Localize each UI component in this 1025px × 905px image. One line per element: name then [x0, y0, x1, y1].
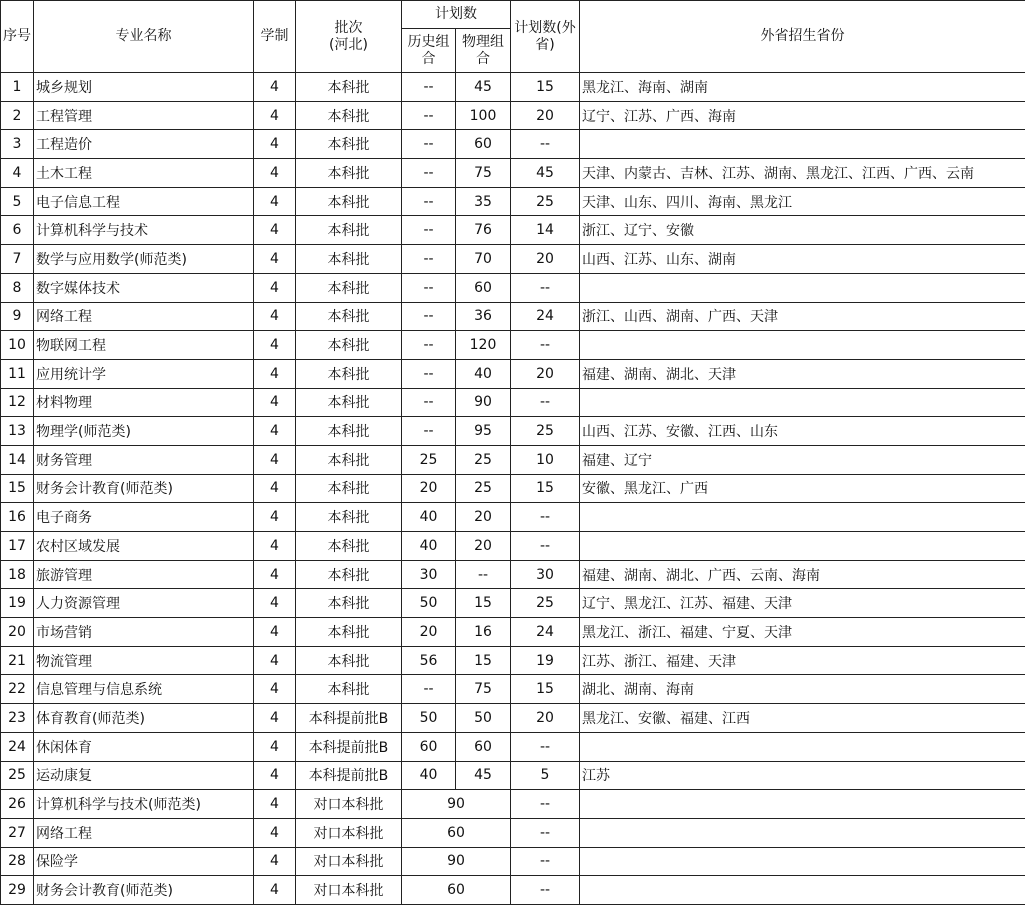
header-years: 学制 — [254, 1, 296, 73]
row-batch: 本科批 — [296, 417, 402, 446]
row-history-count: 25 — [402, 445, 456, 474]
row-years: 4 — [254, 302, 296, 331]
row-plan-out: 20 — [511, 245, 580, 274]
row-seq: 22 — [1, 675, 34, 704]
row-batch: 本科批 — [296, 359, 402, 388]
table-row — [1, 273, 1025, 302]
row-physics-count: 60 — [456, 130, 511, 159]
row-major-name: 农村区域发展 — [34, 532, 254, 561]
row-plan-out: 15 — [511, 73, 580, 102]
row-provinces: 山西、江苏、安徽、江西、山东 — [580, 417, 1025, 446]
table-row — [1, 761, 1025, 790]
row-seq: 13 — [1, 417, 34, 446]
row-batch: 对口本科批 — [296, 790, 402, 819]
table-row — [1, 331, 1025, 360]
table-row — [1, 646, 1025, 675]
row-physics-count: 76 — [456, 216, 511, 245]
row-physics-count: 20 — [456, 503, 511, 532]
row-provinces — [580, 876, 1025, 905]
row-provinces — [580, 818, 1025, 847]
row-batch: 本科批 — [296, 245, 402, 274]
row-physics-count: 100 — [456, 101, 511, 130]
row-physics-count: 45 — [456, 761, 511, 790]
row-major-name: 电子信息工程 — [34, 187, 254, 216]
table-row — [1, 818, 1025, 847]
row-seq: 6 — [1, 216, 34, 245]
row-batch: 本科批 — [296, 302, 402, 331]
row-plan-out: 30 — [511, 560, 580, 589]
row-plan-out: 15 — [511, 675, 580, 704]
row-provinces — [580, 503, 1025, 532]
row-years: 4 — [254, 876, 296, 905]
row-history-count: -- — [402, 245, 456, 274]
row-plan-out: -- — [511, 130, 580, 159]
row-major-name: 市场营销 — [34, 618, 254, 647]
row-physics-count: 15 — [456, 646, 511, 675]
row-physics-count: 60 — [456, 273, 511, 302]
row-provinces — [580, 273, 1025, 302]
table-row — [1, 216, 1025, 245]
row-provinces: 安徽、黑龙江、广西 — [580, 474, 1025, 503]
row-years: 4 — [254, 101, 296, 130]
row-major-name: 计算机科学与技术(师范类) — [34, 790, 254, 819]
row-years: 4 — [254, 417, 296, 446]
row-seq: 3 — [1, 130, 34, 159]
row-provinces: 浙江、山西、湖南、广西、天津 — [580, 302, 1025, 331]
row-plan-out: 25 — [511, 187, 580, 216]
row-provinces — [580, 532, 1025, 561]
row-seq: 19 — [1, 589, 34, 618]
row-provinces: 黑龙江、安徽、福建、江西 — [580, 704, 1025, 733]
row-major-name: 信息管理与信息系统 — [34, 675, 254, 704]
table-row — [1, 359, 1025, 388]
row-major-name: 数字媒体技术 — [34, 273, 254, 302]
header-plan-out: 计划数(外 省) — [511, 1, 580, 73]
row-history-count: 40 — [402, 761, 456, 790]
row-plan-combined: 90 — [402, 847, 511, 876]
row-seq: 5 — [1, 187, 34, 216]
table-row — [1, 532, 1025, 561]
row-plan-out: -- — [511, 503, 580, 532]
row-batch: 本科批 — [296, 273, 402, 302]
row-provinces: 山西、江苏、山东、湖南 — [580, 245, 1025, 274]
row-seq: 8 — [1, 273, 34, 302]
row-years: 4 — [254, 187, 296, 216]
row-physics-count: -- — [456, 560, 511, 589]
row-plan-out: -- — [511, 388, 580, 417]
table-row — [1, 618, 1025, 647]
row-provinces: 福建、湖南、湖北、广西、云南、海南 — [580, 560, 1025, 589]
row-major-name: 体育教育(师范类) — [34, 704, 254, 733]
row-seq: 10 — [1, 331, 34, 360]
row-history-count: -- — [402, 388, 456, 417]
row-provinces — [580, 331, 1025, 360]
row-years: 4 — [254, 331, 296, 360]
row-history-count: 20 — [402, 618, 456, 647]
row-batch: 本科批 — [296, 331, 402, 360]
row-major-name: 人力资源管理 — [34, 589, 254, 618]
row-years: 4 — [254, 216, 296, 245]
row-physics-count: 36 — [456, 302, 511, 331]
row-batch: 本科提前批B — [296, 704, 402, 733]
row-batch: 本科批 — [296, 101, 402, 130]
row-history-count: 40 — [402, 532, 456, 561]
row-physics-count: 25 — [456, 474, 511, 503]
row-years: 4 — [254, 130, 296, 159]
row-years: 4 — [254, 273, 296, 302]
row-major-name: 工程管理 — [34, 101, 254, 130]
row-physics-count: 70 — [456, 245, 511, 274]
table-row — [1, 130, 1025, 159]
row-plan-out: -- — [511, 532, 580, 561]
table-row — [1, 732, 1025, 761]
row-history-count: -- — [402, 273, 456, 302]
row-major-name: 数学与应用数学(师范类) — [34, 245, 254, 274]
row-plan-combined: 60 — [402, 818, 511, 847]
row-years: 4 — [254, 159, 296, 188]
header-row-top — [1, 1, 1025, 29]
table-row — [1, 876, 1025, 905]
row-plan-combined: 60 — [402, 876, 511, 905]
row-major-name: 运动康复 — [34, 761, 254, 790]
row-history-count: -- — [402, 417, 456, 446]
row-years: 4 — [254, 790, 296, 819]
row-batch: 本科批 — [296, 445, 402, 474]
row-physics-count: 120 — [456, 331, 511, 360]
row-history-count: 56 — [402, 646, 456, 675]
row-provinces: 辽宁、黑龙江、江苏、福建、天津 — [580, 589, 1025, 618]
row-physics-count: 90 — [456, 388, 511, 417]
row-plan-out: 20 — [511, 101, 580, 130]
row-physics-count: 75 — [456, 675, 511, 704]
row-seq: 25 — [1, 761, 34, 790]
row-batch: 本科批 — [296, 503, 402, 532]
row-plan-out: 14 — [511, 216, 580, 245]
row-seq: 4 — [1, 159, 34, 188]
table-body — [1, 73, 1025, 905]
row-plan-out: 20 — [511, 359, 580, 388]
row-history-count: -- — [402, 73, 456, 102]
row-major-name: 旅游管理 — [34, 560, 254, 589]
table-row — [1, 847, 1025, 876]
row-major-name: 财务管理 — [34, 445, 254, 474]
row-provinces — [580, 388, 1025, 417]
row-seq: 11 — [1, 359, 34, 388]
header-provinces: 外省招生省份 — [580, 1, 1025, 73]
row-major-name: 财务会计教育(师范类) — [34, 474, 254, 503]
row-physics-count: 20 — [456, 532, 511, 561]
row-major-name: 土木工程 — [34, 159, 254, 188]
row-physics-count: 75 — [456, 159, 511, 188]
row-major-name: 保险学 — [34, 847, 254, 876]
row-seq: 1 — [1, 73, 34, 102]
row-plan-out: 45 — [511, 159, 580, 188]
row-plan-out: 20 — [511, 704, 580, 733]
row-years: 4 — [254, 445, 296, 474]
row-history-count: -- — [402, 187, 456, 216]
row-years: 4 — [254, 503, 296, 532]
row-plan-out: -- — [511, 273, 580, 302]
table-row — [1, 675, 1025, 704]
row-provinces — [580, 790, 1025, 819]
row-seq: 17 — [1, 532, 34, 561]
row-years: 4 — [254, 818, 296, 847]
row-years: 4 — [254, 618, 296, 647]
header-physics: 物理组 合 — [456, 29, 511, 73]
table-row — [1, 589, 1025, 618]
row-history-count: 60 — [402, 732, 456, 761]
row-major-name: 计算机科学与技术 — [34, 216, 254, 245]
row-batch: 对口本科批 — [296, 847, 402, 876]
row-physics-count: 16 — [456, 618, 511, 647]
row-provinces — [580, 732, 1025, 761]
row-batch: 本科批 — [296, 216, 402, 245]
table-row — [1, 417, 1025, 446]
table-row — [1, 101, 1025, 130]
row-history-count: 50 — [402, 589, 456, 618]
row-plan-out: 25 — [511, 417, 580, 446]
row-plan-combined: 90 — [402, 790, 511, 819]
table-row — [1, 388, 1025, 417]
table-row — [1, 474, 1025, 503]
row-physics-count: 15 — [456, 589, 511, 618]
row-provinces: 黑龙江、浙江、福建、宁夏、天津 — [580, 618, 1025, 647]
row-history-count: -- — [402, 130, 456, 159]
row-years: 4 — [254, 732, 296, 761]
row-years: 4 — [254, 560, 296, 589]
row-seq: 16 — [1, 503, 34, 532]
row-history-count: -- — [402, 216, 456, 245]
row-seq: 21 — [1, 646, 34, 675]
row-seq: 29 — [1, 876, 34, 905]
row-major-name: 应用统计学 — [34, 359, 254, 388]
header-major: 专业名称 — [34, 1, 254, 73]
row-plan-out: -- — [511, 847, 580, 876]
row-batch: 本科批 — [296, 159, 402, 188]
row-seq: 26 — [1, 790, 34, 819]
row-batch: 本科批 — [296, 560, 402, 589]
row-plan-out: 24 — [511, 302, 580, 331]
row-years: 4 — [254, 704, 296, 733]
row-major-name: 材料物理 — [34, 388, 254, 417]
table-row — [1, 704, 1025, 733]
row-history-count: -- — [402, 159, 456, 188]
row-physics-count: 50 — [456, 704, 511, 733]
row-history-count: -- — [402, 302, 456, 331]
row-seq: 28 — [1, 847, 34, 876]
row-history-count: 50 — [402, 704, 456, 733]
row-physics-count: 40 — [456, 359, 511, 388]
header-batch: 批次 (河北) — [296, 1, 402, 73]
row-provinces — [580, 130, 1025, 159]
row-provinces: 黑龙江、海南、湖南 — [580, 73, 1025, 102]
row-batch: 对口本科批 — [296, 876, 402, 905]
table-row — [1, 503, 1025, 532]
row-plan-out: 10 — [511, 445, 580, 474]
row-plan-out: 19 — [511, 646, 580, 675]
table-row — [1, 187, 1025, 216]
table-row — [1, 73, 1025, 102]
row-batch: 本科批 — [296, 187, 402, 216]
row-plan-out: -- — [511, 732, 580, 761]
row-major-name: 城乡规划 — [34, 73, 254, 102]
row-history-count: 30 — [402, 560, 456, 589]
row-plan-out: 15 — [511, 474, 580, 503]
row-batch: 本科批 — [296, 388, 402, 417]
table-row — [1, 560, 1025, 589]
table-row — [1, 159, 1025, 188]
row-seq: 9 — [1, 302, 34, 331]
row-years: 4 — [254, 847, 296, 876]
row-physics-count: 35 — [456, 187, 511, 216]
row-history-count: -- — [402, 675, 456, 704]
row-seq: 7 — [1, 245, 34, 274]
row-years: 4 — [254, 388, 296, 417]
row-major-name: 休闲体育 — [34, 732, 254, 761]
row-batch: 本科批 — [296, 618, 402, 647]
row-years: 4 — [254, 532, 296, 561]
row-seq: 15 — [1, 474, 34, 503]
row-plan-out: -- — [511, 818, 580, 847]
row-provinces: 浙江、辽宁、安徽 — [580, 216, 1025, 245]
row-plan-out: 5 — [511, 761, 580, 790]
row-years: 4 — [254, 474, 296, 503]
row-major-name: 工程造价 — [34, 130, 254, 159]
row-batch: 本科提前批B — [296, 761, 402, 790]
row-history-count: -- — [402, 359, 456, 388]
row-plan-out: -- — [511, 876, 580, 905]
row-major-name: 物理学(师范类) — [34, 417, 254, 446]
table-row — [1, 445, 1025, 474]
row-batch: 对口本科批 — [296, 818, 402, 847]
row-batch: 本科批 — [296, 130, 402, 159]
row-major-name: 网络工程 — [34, 818, 254, 847]
row-plan-out: 25 — [511, 589, 580, 618]
row-years: 4 — [254, 646, 296, 675]
header-history: 历史组 合 — [402, 29, 456, 73]
row-major-name: 物联网工程 — [34, 331, 254, 360]
row-years: 4 — [254, 359, 296, 388]
row-provinces: 天津、内蒙古、吉林、江苏、湖南、黑龙江、江西、广西、云南 — [580, 159, 1025, 188]
row-years: 4 — [254, 73, 296, 102]
row-history-count: 40 — [402, 503, 456, 532]
row-plan-out: 24 — [511, 618, 580, 647]
row-batch: 本科批 — [296, 474, 402, 503]
row-batch: 本科批 — [296, 532, 402, 561]
row-seq: 24 — [1, 732, 34, 761]
row-seq: 18 — [1, 560, 34, 589]
table-row — [1, 790, 1025, 819]
row-history-count: -- — [402, 101, 456, 130]
row-seq: 2 — [1, 101, 34, 130]
row-plan-out: -- — [511, 331, 580, 360]
row-years: 4 — [254, 761, 296, 790]
row-seq: 27 — [1, 818, 34, 847]
row-batch: 本科提前批B — [296, 732, 402, 761]
row-physics-count: 95 — [456, 417, 511, 446]
row-seq: 20 — [1, 618, 34, 647]
row-plan-out: -- — [511, 790, 580, 819]
row-seq: 23 — [1, 704, 34, 733]
row-seq: 12 — [1, 388, 34, 417]
row-major-name: 电子商务 — [34, 503, 254, 532]
row-batch: 本科批 — [296, 73, 402, 102]
row-years: 4 — [254, 675, 296, 704]
row-provinces: 天津、山东、四川、海南、黑龙江 — [580, 187, 1025, 216]
row-provinces: 湖北、湖南、海南 — [580, 675, 1025, 704]
row-history-count: -- — [402, 331, 456, 360]
row-batch: 本科批 — [296, 675, 402, 704]
table-row — [1, 302, 1025, 331]
header-plan: 计划数 — [402, 1, 511, 29]
row-provinces: 福建、湖南、湖北、天津 — [580, 359, 1025, 388]
row-physics-count: 25 — [456, 445, 511, 474]
row-provinces: 江苏、浙江、福建、天津 — [580, 646, 1025, 675]
row-physics-count: 60 — [456, 732, 511, 761]
row-major-name: 网络工程 — [34, 302, 254, 331]
row-major-name: 物流管理 — [34, 646, 254, 675]
row-provinces — [580, 847, 1025, 876]
row-batch: 本科批 — [296, 646, 402, 675]
row-physics-count: 45 — [456, 73, 511, 102]
row-years: 4 — [254, 589, 296, 618]
row-provinces: 福建、辽宁 — [580, 445, 1025, 474]
row-batch: 本科批 — [296, 589, 402, 618]
row-major-name: 财务会计教育(师范类) — [34, 876, 254, 905]
row-seq: 14 — [1, 445, 34, 474]
row-provinces: 江苏 — [580, 761, 1025, 790]
table-row — [1, 245, 1025, 274]
row-years: 4 — [254, 245, 296, 274]
row-provinces: 辽宁、江苏、广西、海南 — [580, 101, 1025, 130]
row-history-count: 20 — [402, 474, 456, 503]
header-seq: 序号 — [1, 1, 34, 73]
